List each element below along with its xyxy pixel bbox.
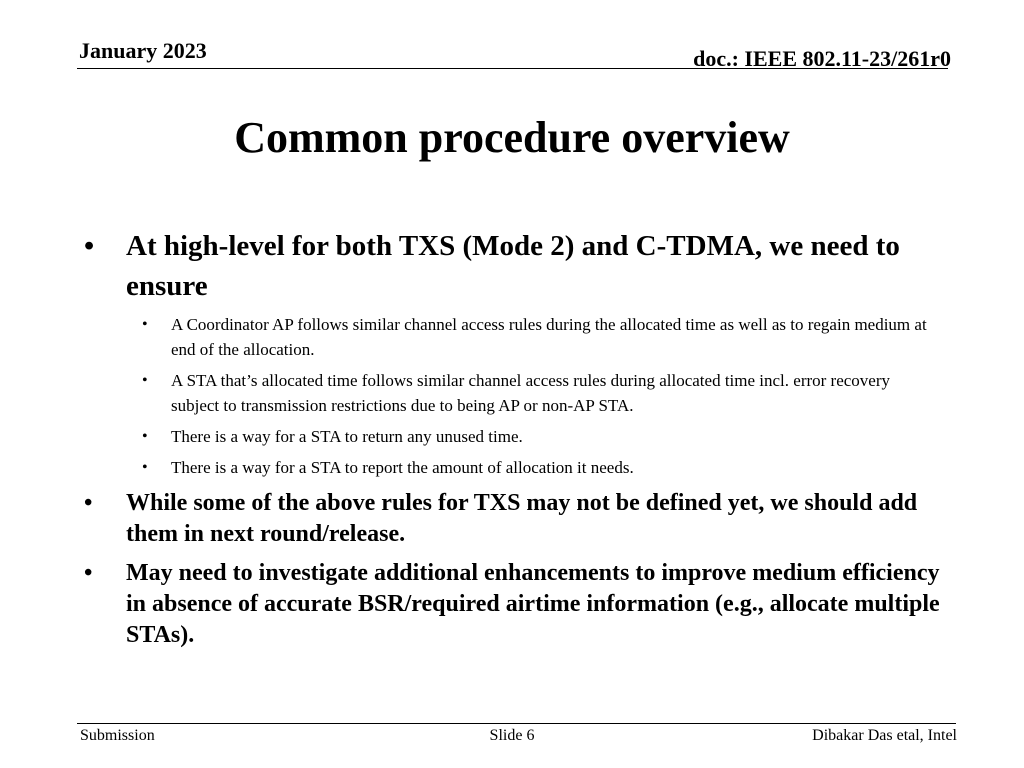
subbullet-dot: • — [142, 459, 148, 476]
bullet-1 — [80, 226, 950, 306]
subbullet-dot: • — [142, 428, 148, 445]
header-doc-id: doc.: IEEE 802.11-23/261r0 — [693, 46, 951, 71]
subbullet-4 — [80, 455, 950, 480]
footer-submission: Submission — [80, 727, 155, 744]
bullet-3-text: May need to investigate additional enhancements to improve medium efficiency in absence of accurate BSR/required airtime information (e.g., allocate multiple STAs). — [126, 560, 940, 648]
bullet-2 — [80, 488, 950, 550]
bullet-dot: • — [84, 230, 95, 262]
bullet-2-text: While some of the above rules for TXS may not be defined yet, we should add them in next round/release. — [126, 490, 918, 547]
subbullet-dot: • — [142, 372, 148, 389]
subbullet-4-text: There is a way for a STA to report the amount of allocation it needs. — [171, 458, 634, 477]
bullet-dot: • — [84, 490, 93, 516]
footer-rule — [77, 723, 956, 724]
header-rule — [77, 68, 948, 69]
footer-slide-number: Slide 6 — [489, 727, 535, 744]
bullet-dot: • — [84, 560, 93, 586]
slide-title: Common procedure overview — [234, 113, 790, 162]
header-date: January 2023 — [79, 38, 207, 63]
subbullet-1 — [80, 312, 950, 362]
subbullet-3-text: There is a way for a STA to return any unused time. — [171, 427, 523, 446]
subbullet-3 — [80, 424, 950, 449]
subbullet-dot: • — [142, 316, 148, 333]
subbullet-2-text: A STA that’s allocated time follows similar channel access rules during allocated time incl. error recovery subject to transmission restrictions due to being AP or non-AP STA. — [171, 371, 891, 415]
slide-content — [80, 226, 950, 651]
subbullet-2 — [80, 368, 950, 418]
bullet-3 — [80, 558, 950, 651]
subbullet-1-text: A Coordinator AP follows similar channel access rules during the allocated time as well as to regain medium at end of the allocation. — [171, 315, 927, 359]
footer-author: Dibakar Das etal, Intel — [812, 727, 957, 744]
bullet-1-text: At high-level for both TXS (Mode 2) and C-TDMA, we need to ensure — [126, 230, 900, 302]
